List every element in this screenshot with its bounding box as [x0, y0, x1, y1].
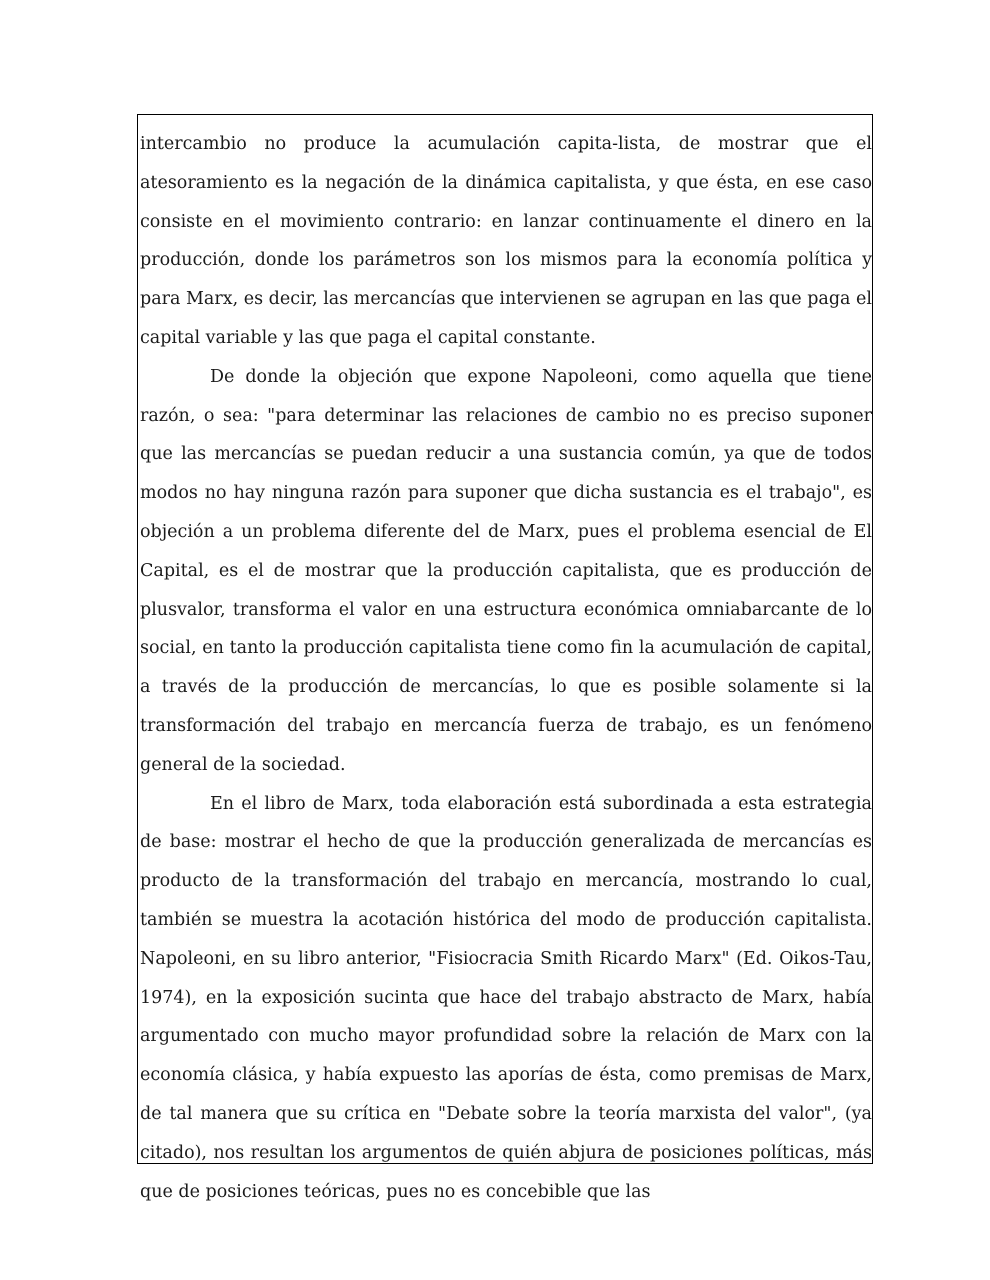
paragraph-1: intercambio no produce la acumulación capita-lista, de mostrar que el atesoramiento es la negación de la dinámica capitalista, y que ésta, en ese caso consiste en el movimiento contrario: en lanzar continuamente el dinero en la producción, donde los parámetros son los mismos para la economía política y para Marx, es decir, las mercancías que intervienen se agrupan en las que paga el capital variable y las que paga el capital constante. — [140, 134, 872, 348]
document-body — [140, 125, 872, 1211]
paragraph-2: De donde la objeción que expone Napoleoni, como aquella que tiene razón, o sea: "para determinar las relaciones de cambio no es preciso suponer que las mercancías se puedan reducir a una sustancia común, ya que de todos modos no hay ninguna razón para suponer que dicha sustancia es el trabajo", es objeción a un problema diferente del de Marx, pues el problema esencial de El Capital, es el de mostrar que la producción capitalista, que es producción de plusvalor, transforma el valor en una estructura económica omniabarcante de lo social, en tanto la producción capitalista tiene como fin la acumulación de capital, a través de la producción de mercancías, lo que es posible solamente si la transformación del trabajo en mercancía fuerza de trabajo, es un fenómeno general de la sociedad. — [140, 366, 872, 775]
paragraph-3: En el libro de Marx, toda elaboración está subordinada a esta estrategia de base: mostrar el hecho de que la producción generalizada de mercancías es producto de la transformación del trabajo en mercancía, mostrando lo cual, también se muestra la acotación histórica del modo de producción capitalista. Napoleoni, en su libro anterior, "Fisiocracia Smith Ricardo Marx" (Ed. Oikos-Tau, 1974), en la exposición sucinta que hace del trabajo abstracto de Marx, había argumentado con mucho mayor profundidad sobre la relación de Marx con la economía clásica, y había expuesto las aporías de ésta, como premisas de Marx, de tal manera que su crítica en "Debate sobre la teoría marxista del valor", (ya citado), nos resultan los argumentos de quién abjura de posiciones políticas, más que de posiciones teóricas, pues no es concebible que las — [140, 793, 872, 1202]
